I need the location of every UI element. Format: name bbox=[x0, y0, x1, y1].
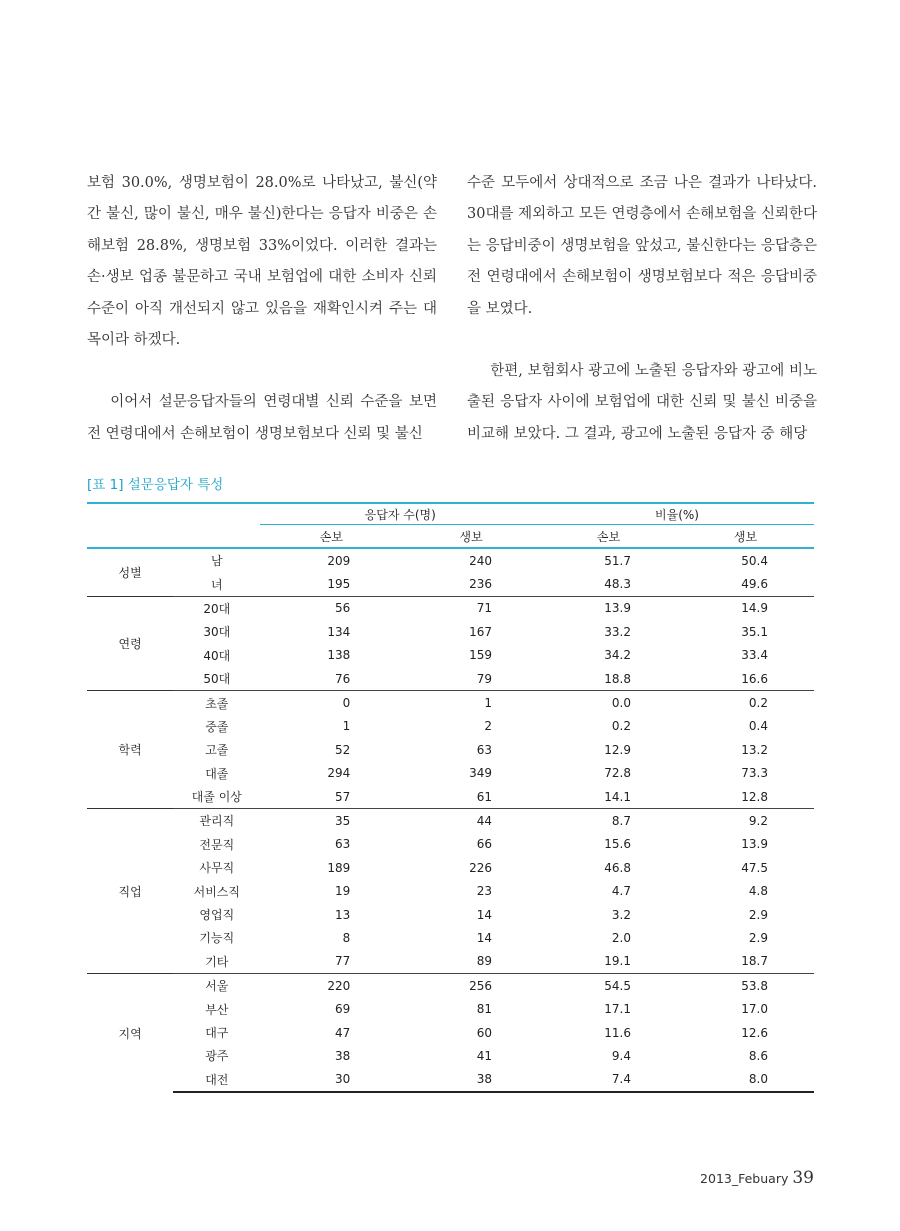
ratio-saeng-cell: 13.2 bbox=[741, 742, 768, 757]
right-paragraph-1: 수준 모두에서 상대적으로 조금 나은 결과가 나타났다. 30대를 제외하고 모든 연령층에서 손해보험을 신뢰한다는 응답비중이 생명보험을 앞섰고, 불신한다는 응답층은 전 연령대에서 손해보험이 생명보험보다 적은 응답비중을 보였다. bbox=[467, 175, 817, 317]
table-row bbox=[87, 974, 814, 998]
count-son-cell: 13 bbox=[334, 907, 351, 922]
ratio-saeng-cell: 49.6 bbox=[741, 577, 768, 592]
ratio-son-cell: 34.2 bbox=[604, 648, 631, 663]
ratio-saeng-cell: 53.8 bbox=[677, 974, 814, 998]
count-saeng-cell: 41 bbox=[476, 1048, 493, 1063]
ratio-son-cell: 54.5 bbox=[540, 974, 677, 998]
table-row bbox=[87, 997, 814, 1020]
count-saeng-cell: 159 bbox=[469, 648, 493, 663]
ratio-son-cell: 15.6 bbox=[604, 837, 631, 852]
ratio-son-cell: 19.1 bbox=[604, 954, 631, 969]
respondent-table bbox=[87, 502, 814, 1093]
count-son-cell: 63 bbox=[334, 837, 351, 852]
count-saeng-cell: 38 bbox=[402, 1068, 540, 1092]
table-row bbox=[87, 1044, 814, 1067]
count-son-cell: 19 bbox=[334, 884, 351, 899]
category-cell: 연령 bbox=[87, 596, 173, 691]
count-saeng-cell: 71 bbox=[402, 596, 540, 620]
table-row bbox=[87, 879, 814, 902]
count-son-cell: 38 bbox=[334, 1048, 351, 1063]
ratio-son-cell: 12.9 bbox=[604, 742, 631, 757]
ratio-saeng-cell: 47.5 bbox=[741, 860, 768, 875]
subcategory-cell: 40대 bbox=[203, 648, 231, 663]
table-row bbox=[87, 548, 814, 572]
count-saeng-cell: 349 bbox=[469, 766, 493, 781]
ratio-saeng-cell: 16.6 bbox=[741, 671, 768, 686]
count-saeng-cell: 2 bbox=[484, 719, 493, 734]
count-saeng-cell: 256 bbox=[402, 974, 540, 998]
table-row bbox=[87, 762, 814, 785]
subcategory-cell: 녀 bbox=[211, 577, 223, 592]
subcategory-cell: 기능직 bbox=[199, 931, 235, 946]
ratio-son-cell: 13.9 bbox=[540, 596, 677, 620]
count-saeng-cell: 89 bbox=[476, 954, 493, 969]
count-son-cell: 52 bbox=[334, 742, 351, 757]
count-saeng-cell: 60 bbox=[476, 1025, 493, 1040]
table-row bbox=[87, 738, 814, 761]
count-saeng-cell: 14 bbox=[476, 930, 493, 945]
subcategory-cell: 50대 bbox=[203, 672, 231, 687]
table-title: [표 1] 설문응답자 특성 bbox=[87, 477, 224, 493]
count-saeng-cell: 23 bbox=[476, 884, 493, 899]
header-count-saeng: 생보 bbox=[402, 525, 540, 549]
subcategory-cell: 서울 bbox=[173, 974, 260, 998]
category-cell: 성별 bbox=[118, 565, 142, 580]
table-row bbox=[87, 572, 814, 596]
count-son-cell: 1 bbox=[342, 719, 351, 734]
subcategory-cell: 전문직 bbox=[199, 837, 235, 852]
count-saeng-cell: 1 bbox=[402, 691, 540, 715]
subcategory-cell: 중졸 bbox=[205, 719, 229, 734]
ratio-son-cell: 3.2 bbox=[611, 907, 631, 922]
count-son-cell: 56 bbox=[260, 596, 402, 620]
ratio-son-cell: 18.8 bbox=[604, 671, 631, 686]
count-son-cell: 209 bbox=[327, 553, 351, 568]
subcategory-cell: 초졸 bbox=[173, 691, 260, 715]
subcategory-cell: 남 bbox=[211, 554, 223, 569]
table-row bbox=[87, 950, 814, 974]
header-ratio-saeng: 생보 bbox=[677, 525, 814, 549]
ratio-saeng-cell: 50.4 bbox=[741, 553, 768, 568]
ratio-son-cell: 9.4 bbox=[611, 1048, 631, 1063]
table-row bbox=[87, 856, 814, 879]
right-paragraph-2: 한편, 보험회사 광고에 노출된 응답자와 광고에 비노출된 응답자 사이에 보험업에 대한 신뢰 및 불신 비중을 비교해 보았다. 그 결과, 광고에 노출된 응답자 중 해당 bbox=[467, 363, 817, 442]
subcategory-cell: 대졸 bbox=[205, 766, 229, 781]
subcategory-cell: 기타 bbox=[205, 954, 229, 969]
subcategory-cell: 대졸 이상 bbox=[191, 790, 242, 805]
ratio-saeng-cell: 4.8 bbox=[748, 884, 768, 899]
count-son-cell: 76 bbox=[334, 671, 351, 686]
subcategory-cell: 고졸 bbox=[205, 743, 229, 758]
count-saeng-cell: 63 bbox=[476, 742, 493, 757]
ratio-saeng-cell: 14.9 bbox=[677, 596, 814, 620]
left-paragraph-1: 보험 30.0%, 생명보험이 28.0%로 나타났고, 불신(약간 불신, 많이 불신, 매우 불신)한다는 응답자 비중은 손해보험 28.8%, 생명보험 33%이었다. 이러한 결과는 손·생보 업종 불문하고 국내 보험업에 대한 소비자 신뢰 수준이 아직 개선되지 않고 있음을 재확인시켜 주는 대목이라 하겠다. bbox=[87, 175, 437, 349]
count-son-cell: 35 bbox=[260, 809, 402, 833]
table-row bbox=[87, 1021, 814, 1044]
count-saeng-cell: 236 bbox=[469, 577, 493, 592]
table-row bbox=[87, 715, 814, 738]
left-paragraph-2: 이어서 설문응답자들의 연령대별 신뢰 수준을 보면 전 연령대에서 손해보험이 생명보험보다 신뢰 및 불신 bbox=[87, 394, 437, 442]
count-saeng-cell: 79 bbox=[476, 671, 493, 686]
table-row bbox=[87, 596, 814, 620]
ratio-son-cell: 72.8 bbox=[604, 766, 631, 781]
count-son-cell: 195 bbox=[327, 577, 351, 592]
table-row bbox=[87, 833, 814, 856]
ratio-saeng-cell: 8.6 bbox=[748, 1048, 768, 1063]
table-row bbox=[87, 1068, 814, 1092]
ratio-saeng-cell: 73.3 bbox=[741, 766, 768, 781]
category-cell: 직업 bbox=[87, 809, 173, 974]
ratio-saeng-cell: 2.9 bbox=[748, 907, 768, 922]
ratio-saeng-cell: 0.2 bbox=[677, 691, 814, 715]
ratio-son-cell: 48.3 bbox=[604, 577, 631, 592]
ratio-saeng-cell: 9.2 bbox=[677, 809, 814, 833]
count-saeng-cell: 66 bbox=[476, 837, 493, 852]
count-saeng-cell: 81 bbox=[476, 1002, 493, 1017]
count-son-cell: 220 bbox=[260, 974, 402, 998]
count-saeng-cell: 61 bbox=[476, 789, 493, 804]
category-cell: 지역 bbox=[87, 974, 173, 1092]
ratio-son-cell: 0.0 bbox=[540, 691, 677, 715]
count-saeng-cell: 44 bbox=[402, 809, 540, 833]
ratio-son-cell: 0.2 bbox=[611, 719, 631, 734]
right-column bbox=[467, 168, 817, 450]
header-count-son: 손보 bbox=[260, 525, 402, 549]
count-son-cell: 138 bbox=[327, 648, 351, 663]
table-row bbox=[87, 903, 814, 926]
count-son-cell: 134 bbox=[327, 624, 351, 639]
ratio-saeng-cell: 33.4 bbox=[741, 648, 768, 663]
page-number: 39 bbox=[792, 1168, 814, 1188]
ratio-son-cell: 2.0 bbox=[611, 930, 631, 945]
table-row bbox=[87, 926, 814, 949]
ratio-son-cell: 8.7 bbox=[540, 809, 677, 833]
table-row bbox=[87, 785, 814, 809]
count-saeng-cell: 167 bbox=[469, 624, 493, 639]
ratio-son-cell: 7.4 bbox=[540, 1068, 677, 1092]
ratio-saeng-cell: 17.0 bbox=[741, 1002, 768, 1017]
count-saeng-cell: 226 bbox=[469, 860, 493, 875]
ratio-son-cell: 14.1 bbox=[604, 789, 631, 804]
count-son-cell: 69 bbox=[334, 1002, 351, 1017]
ratio-saeng-cell: 18.7 bbox=[741, 954, 768, 969]
count-son-cell: 189 bbox=[327, 860, 351, 875]
subcategory-cell: 부산 bbox=[205, 1002, 229, 1017]
table-row bbox=[87, 691, 814, 715]
page-footer bbox=[700, 1168, 814, 1188]
subcategory-cell: 사무직 bbox=[199, 861, 235, 876]
ratio-son-cell: 11.6 bbox=[604, 1025, 631, 1040]
count-son-cell: 47 bbox=[334, 1025, 351, 1040]
count-son-cell: 57 bbox=[334, 789, 351, 804]
count-son-cell: 30 bbox=[260, 1068, 402, 1092]
count-son-cell: 0 bbox=[260, 691, 402, 715]
ratio-son-cell: 33.2 bbox=[604, 624, 631, 639]
ratio-saeng-cell: 35.1 bbox=[741, 624, 768, 639]
subcategory-cell: 대전 bbox=[173, 1068, 260, 1092]
ratio-saeng-cell: 2.9 bbox=[748, 930, 768, 945]
subcategory-cell: 영업직 bbox=[199, 908, 235, 923]
ratio-saeng-cell: 8.0 bbox=[677, 1068, 814, 1092]
left-column bbox=[87, 168, 437, 450]
count-saeng-cell: 14 bbox=[476, 907, 493, 922]
ratio-son-cell: 51.7 bbox=[604, 553, 631, 568]
ratio-son-cell: 17.1 bbox=[604, 1002, 631, 1017]
table-row bbox=[87, 809, 814, 833]
category-cell: 학력 bbox=[87, 691, 173, 809]
count-son-cell: 77 bbox=[334, 954, 351, 969]
count-son-cell: 294 bbox=[327, 766, 351, 781]
ratio-son-cell: 46.8 bbox=[604, 860, 631, 875]
header-ratio-group: 비율(%) bbox=[540, 503, 814, 525]
ratio-saeng-cell: 12.8 bbox=[741, 789, 768, 804]
subcategory-cell: 서비스직 bbox=[193, 884, 240, 899]
header-ratio-son: 손보 bbox=[540, 525, 677, 549]
subcategory-cell: 광주 bbox=[205, 1049, 229, 1064]
table-row bbox=[87, 644, 814, 667]
ratio-saeng-cell: 0.4 bbox=[748, 719, 768, 734]
table-body bbox=[87, 548, 814, 1092]
issue-label: 2013_Febuary bbox=[700, 1171, 789, 1186]
header-count-group: 응답자 수(명) bbox=[260, 503, 540, 525]
ratio-saeng-cell: 12.6 bbox=[741, 1025, 768, 1040]
ratio-saeng-cell: 13.9 bbox=[741, 837, 768, 852]
count-saeng-cell: 240 bbox=[469, 553, 493, 568]
table-row bbox=[87, 667, 814, 691]
count-son-cell: 8 bbox=[342, 930, 351, 945]
ratio-son-cell: 4.7 bbox=[611, 884, 631, 899]
subcategory-cell: 관리직 bbox=[173, 809, 260, 833]
table-row bbox=[87, 620, 814, 643]
subcategory-cell: 30대 bbox=[203, 625, 231, 640]
subcategory-cell: 20대 bbox=[173, 596, 260, 620]
subcategory-cell: 대구 bbox=[205, 1026, 229, 1040]
